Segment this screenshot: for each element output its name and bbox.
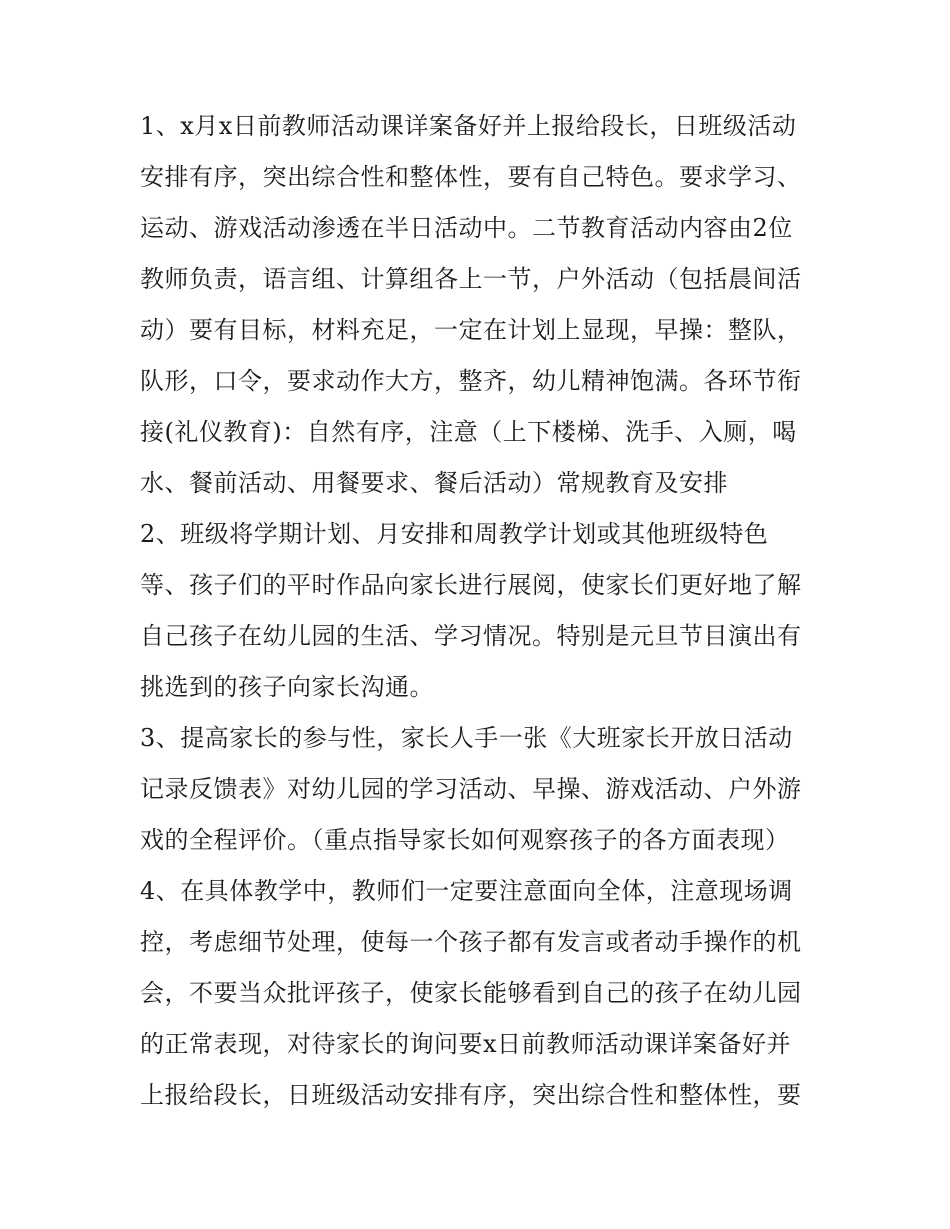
text-line-4: 教师负责，语言组、计算组各上一节，户外活动（包括晨间活 xyxy=(140,265,802,293)
text-line-15: 戏的全程评价。（重点指导家长如何观察孩子的各方面表现） xyxy=(140,826,790,854)
text-line-1: 1、x月x日前教师活动课详案备好并上报给段长，日班级活动 xyxy=(140,112,797,140)
text-line-8: 水、餐前活动、用餐要求、餐后活动）常规教育及安排 xyxy=(140,469,728,497)
text-line-3: 运动、游戏活动渗透在半日活动中。二节教育活动内容由2位 xyxy=(140,214,793,242)
text-line-19: 的正常表现，对待家长的询问要x日前教师活动课详案备好并 xyxy=(140,1030,792,1058)
text-line-17: 控，考虑细节处理，使每一个孩子都有发言或者动手操作的机 xyxy=(140,928,802,956)
text-line-12: 挑选到的孩子向家长沟通。 xyxy=(140,673,434,701)
text-line-9: 2、班级将学期计划、月安排和周教学计划或其他班级特色 xyxy=(140,520,769,548)
text-line-14: 记录反馈表》对幼儿园的学习活动、早操、游戏活动、户外游 xyxy=(140,775,802,803)
text-line-20: 上报给段长，日班级活动安排有序，突出综合性和整体性，要 xyxy=(140,1081,802,1109)
text-line-5: 动）要有目标，材料充足，一定在计划上显现，早操：整队， xyxy=(140,316,802,344)
text-line-2: 安排有序，突出综合性和整体性，要有自己特色。要求学习、 xyxy=(140,163,802,191)
text-line-7: 接(礼仪教育)：自然有序，注意（上下楼梯、洗手、入厕，喝 xyxy=(140,418,797,446)
text-line-13: 3、提高家长的参与性，家长人手一张《大班家长开放日活动 xyxy=(140,724,793,752)
text-line-6: 队形，口令，要求动作大方，整齐，幼儿精神饱满。各环节衔 xyxy=(140,367,802,395)
text-line-10: 等、孩子们的平时作品向家长进行展阅，使家长们更好地了解 xyxy=(140,571,802,599)
text-line-16: 4、在具体教学中，教师们一定要注意面向全体，注意现场调 xyxy=(140,877,793,905)
text-line-18: 会，不要当众批评孩子，使家长能够看到自己的孩子在幼儿园 xyxy=(140,979,802,1007)
text-line-11: 自己孩子在幼儿园的生活、学习情况。特别是元旦节目演出有 xyxy=(140,622,802,650)
